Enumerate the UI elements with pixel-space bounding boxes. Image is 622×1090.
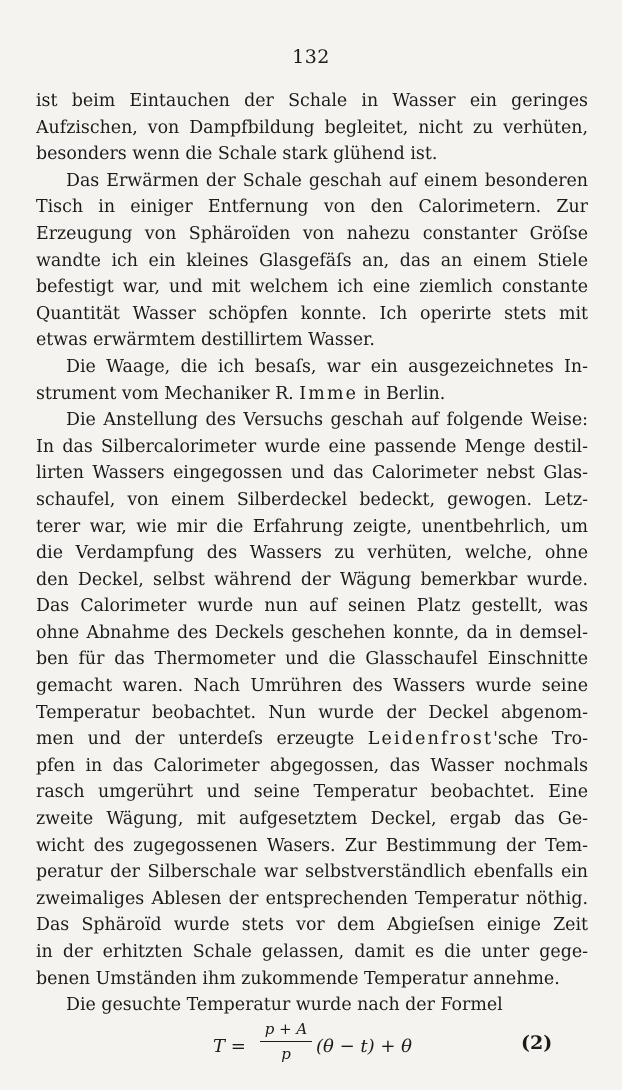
text-line: benen Umständen ihm zukommende Temperatur annehme. [36,968,560,989]
text-line: lirten Wassers eingegossen und das Calorimeter nebst Glas- [36,463,588,484]
text-fragment: 'sche Tro- [493,729,588,750]
formula-lhs: T = [213,1036,246,1057]
text-line: Das Sphäroïd wurde stets vor dem Abgieſsen einige Zeit [36,915,588,936]
formula-numerator: p + A [264,1020,308,1038]
text-line: rasch umgerührt und seine Temperatur beobachtet. Eine [36,782,588,803]
text-line: In das Silbercalorimeter wurde eine passende Menge destil- [36,436,588,457]
text-line: ohne Abnahme des Deckels geschehen konnte, da in demsel- [36,622,588,643]
text-line: Erzeugung von Sphäroïden von nahezu constanter Gröſse [36,223,588,244]
text-line [36,726,588,753]
text-line: zweimaliges Ablesen der entsprechenden Temperatur nöthig. [36,888,588,909]
formula-denominator: p [281,1045,291,1063]
text-line: wicht des zugegossenen Wasers. Zur Bestimmung der Tem- [36,835,588,856]
name-spaced: Imme [299,383,359,404]
text-fragment: in Berlin. [358,383,446,404]
text-line [36,381,588,408]
body-text [36,88,588,1019]
fraction-bar [260,1041,312,1042]
name-spaced: Leidenfrost [367,729,494,750]
text-line: gemacht waren. Nach Umrühren des Wassers wurde seine [36,676,588,697]
text-fragment: strument vom Mechaniker R. [36,383,300,404]
text-line: befestigt war, und mit welchem ich eine ziemlich constante [36,277,588,298]
text-line: Das Calorimeter wurde nun auf seinen Platz gestellt, was [36,596,588,617]
text-line: Quantität Wasser schöpfen konnte. Ich operirte stets mit [36,303,588,324]
text-line: Tisch in einiger Entfernung von den Calorimetern. Zur [36,197,588,218]
text-line: wandte ich ein kleines Glasgefäſs an, das an einem Stiele [36,250,588,271]
text-fragment: men und der unterdeſs erzeugte [36,729,368,750]
text-line: Aufzischen, von Dampfbildung begleitet, nicht zu verhüten, [36,117,588,138]
text-line: peratur der Silberschale war selbstverständlich ebenfalls ein [36,862,588,883]
page-number: 132 [292,46,330,68]
text-line: pfen in das Calorimeter abgegossen, das Wasser nochmals [36,755,588,776]
equation-number: (2) [521,1032,553,1054]
formula-fraction [256,1020,316,1063]
formula [0,1016,622,1076]
text-line: die Verdampfung des Wassers zu verhüten, welche, ohne [36,543,588,564]
formula-rhs: (θ − t) + θ [316,1036,413,1057]
text-line: Temperatur beobachtet. Nun wurde der Deckel abgenom- [36,702,588,723]
text-line: zweite Wägung, mit aufgesetztem Deckel, ergab das Ge- [36,809,588,830]
text-line: etwas erwärmtem destillirtem Wasser. [36,330,375,351]
text-line: Die Waage, die ich besaſs, war ein ausgezeichnetes In- [66,356,588,377]
text-line: ist beim Eintauchen der Schale in Wasser ein geringes [36,91,588,111]
text-line: ben für das Thermometer und die Glasschaufel Einschnitte [36,649,588,670]
text-line: in der erhitzten Schale gelassen, damit es die unter gege- [36,942,588,962]
text-line: terer war, wie mir die Erfahrung zeigte, unentbehrlich, um [36,516,588,537]
text-line: schaufel, von einem Silberdeckel bedeckt, gewogen. Letz- [36,489,588,510]
text-line: besonders wenn die Schale stark glühend ist. [36,144,438,165]
text-line: Die Anstellung des Versuchs geschah auf folgende Weise: [66,410,588,431]
text-line: Das Erwärmen der Schale geschah auf einem besonderen [66,170,588,191]
text-line: den Deckel, selbst während der Wägung bemerkbar wurde. [36,569,588,590]
text-line: Die gesuchte Temperatur wurde nach der Formel [66,995,503,1016]
